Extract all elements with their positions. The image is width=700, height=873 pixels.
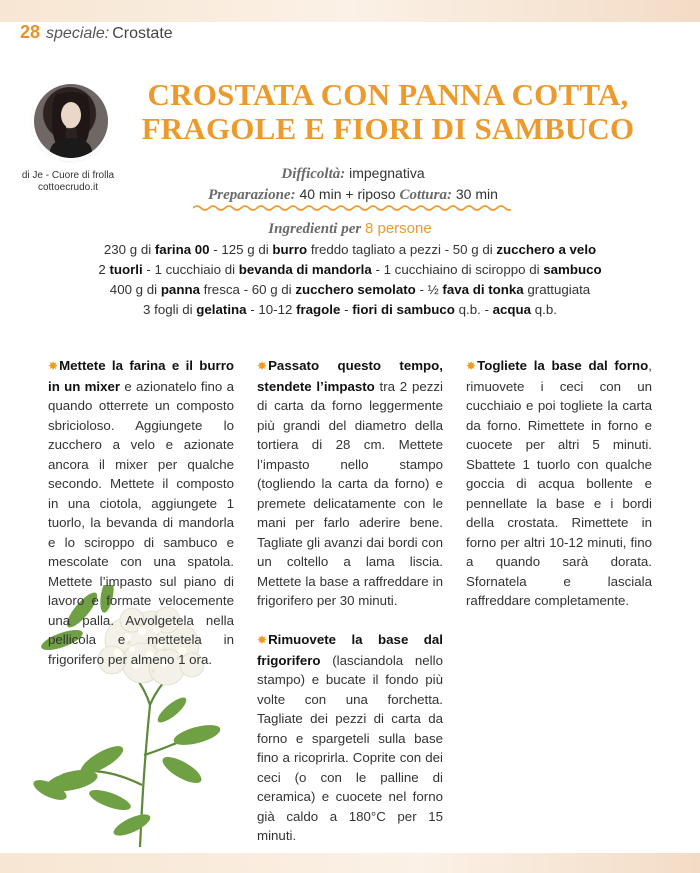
prep-label: Preparazione: (208, 187, 296, 203)
ingredient-name: fava di tonka (442, 282, 524, 297)
ingredient-text: - (340, 302, 353, 317)
ingredient-text: fresca - 60 g di (199, 282, 296, 297)
wavy-divider (193, 203, 511, 213)
step-2 (257, 356, 443, 611)
ingredient-text: 2 (98, 262, 110, 277)
ingredient-text: q.b. - (454, 302, 493, 317)
ingredient-name: bevanda di mandorla (238, 262, 372, 277)
asterisk-star-icon: ✸ (466, 359, 477, 373)
page-number: 28 (20, 22, 41, 42)
asterisk-star-icon: ✸ (257, 359, 268, 373)
asterisk-star-icon: ✸ (48, 359, 59, 373)
asterisk-star-icon: ✸ (257, 633, 268, 647)
ingredient-text: - 10-12 (246, 302, 297, 317)
ingredients-label: Ingredienti per (268, 221, 362, 237)
ingredients-header (200, 220, 500, 238)
ingredient-name: tuorli (109, 262, 143, 277)
step-4-lead: Togliete la base dal forno (477, 358, 649, 373)
difficulty-row (194, 163, 512, 184)
difficulty-value: impegnativa (349, 165, 425, 181)
ingredient-text: 400 g di (109, 282, 161, 297)
ingredient-name: gelatina (196, 302, 247, 317)
ingredient-name: fragole (296, 302, 341, 317)
ingredient-text: - ½ (415, 282, 443, 297)
step-1-lead: Mettete la farina e il burro in un mixer (48, 358, 234, 394)
ingredient-name: zucchero a velo (496, 242, 597, 257)
ingredient-text: freddo tagliato a pezzi - 50 g di (307, 242, 497, 257)
author-site: cottoecrudo.it (37, 182, 99, 193)
ingredient-name: zucchero semolato (295, 282, 416, 297)
step-1 (48, 356, 234, 669)
ingredient-text: q.b. (531, 302, 557, 317)
step-3-text: (lasciandola nello stampo) e bucate il fondo più volte con una forchetta. Tagliate dei pezzi di carta da forno e spargeteli sulla base fino a ricoprirla. Coprite con dei ceci (o con le palline di ceramica) e cuocete nel forno già caldo a 180°C per 15 minuti. (257, 652, 443, 843)
cook-label: Cottura: (399, 187, 452, 203)
prep-value: 40 min + riposo (299, 186, 396, 202)
recipe-title (128, 78, 648, 146)
ingredient-text: - 1 cucchiaino di sciroppo di (371, 262, 544, 277)
ingredient-text: 3 fogli di (143, 302, 197, 317)
recipe-title-line-1: CROSTATA CON PANNA COTTA, (147, 77, 629, 112)
step-3 (257, 630, 443, 846)
difficulty-label: Difficoltà: (281, 166, 346, 182)
ingredients-line-2 (40, 260, 660, 280)
ingredient-name: panna (160, 282, 200, 297)
step-4 (466, 356, 652, 611)
ingredients-line-4 (40, 300, 660, 320)
ingredient-text: - 125 g di (209, 242, 273, 257)
ingredients-line-1 (40, 240, 660, 260)
column-1 (48, 356, 234, 669)
step-2-text: tra 2 pezzi di carta da forno leggermente più grandi del diametro della tortiera di 28 cm. Mettete l’impasto nello stampo (togliendo la carta da forno) e premete delicatamente con le mani per farlo aderire bene. Tagliate gli avanzi dai bordi con un coltello a lama liscia. Mettete la base a raffreddare in frigorifero per 30 minuti. (257, 378, 443, 608)
ingredients-line-3 (40, 280, 660, 300)
step-1-text: e azionatelo fino a quando otterrete un composto sbricioloso. Aggiungete lo zucchero a velo e azionate ancora il mixer per qualche secondo. Mettete il composto in una ciotola, aggiungete 1 tuorlo, la bevanda di mandorla e lo sciroppo di sambuco e mescolate con una spatola. Mettete l’impasto sul piano di lavoro e formate velocemente una palla. Avvolgetela nella pellicola e mettetela in frigorifero per almeno 1 ora. (48, 378, 234, 667)
ingredient-name: farina 00 (154, 242, 210, 257)
recipe-meta (194, 163, 512, 205)
top-decorative-band (0, 0, 700, 22)
cook-value: 30 min (455, 186, 498, 202)
subsection-label: Crostate (112, 25, 173, 42)
page-header (20, 22, 173, 50)
section-label: speciale: (46, 25, 110, 42)
step-3-lead: Rimuovete la base dal frigorifero (257, 632, 443, 668)
author-credit (18, 170, 118, 194)
ingredient-name: fiori di sambuco (352, 302, 455, 317)
author-avatar (34, 84, 108, 158)
ingredient-name: burro (272, 242, 308, 257)
step-2-lead: Passato questo tempo, stendete l’impasto (257, 358, 443, 394)
ingredients-list (40, 240, 660, 320)
ingredient-name: sambuco (543, 262, 602, 277)
step-4-text: , rimuovete i ceci con un cucchiaio e poi togliete la carta da forno. Rimettete in forno e cuocete per altri 5 minuti. Sbattete 1 tuorlo con qualche goccia di acqua bollente e pennellate la base e i bordi della crostata. Rimettete in forno per altri 10-12 minuti, fino a quando sarà dorata. Sfornatela e lasciala raffreddare completamente. (466, 358, 652, 608)
column-2 (257, 356, 443, 846)
column-3 (466, 356, 652, 611)
ingredient-text: grattugiata (523, 282, 591, 297)
recipe-title-line-2: FRAGOLE E FIORI DI SAMBUCO (141, 111, 635, 146)
ingredients-servings: 8 persone (364, 220, 432, 237)
bottom-decorative-band (0, 853, 700, 873)
ingredient-text: - 1 cucchiaio di (142, 262, 239, 277)
ingredient-name: acqua (492, 302, 532, 317)
time-row (194, 184, 512, 205)
author-name: di Je - Cuore di frolla (21, 170, 115, 181)
ingredient-text: 230 g di (103, 242, 155, 257)
